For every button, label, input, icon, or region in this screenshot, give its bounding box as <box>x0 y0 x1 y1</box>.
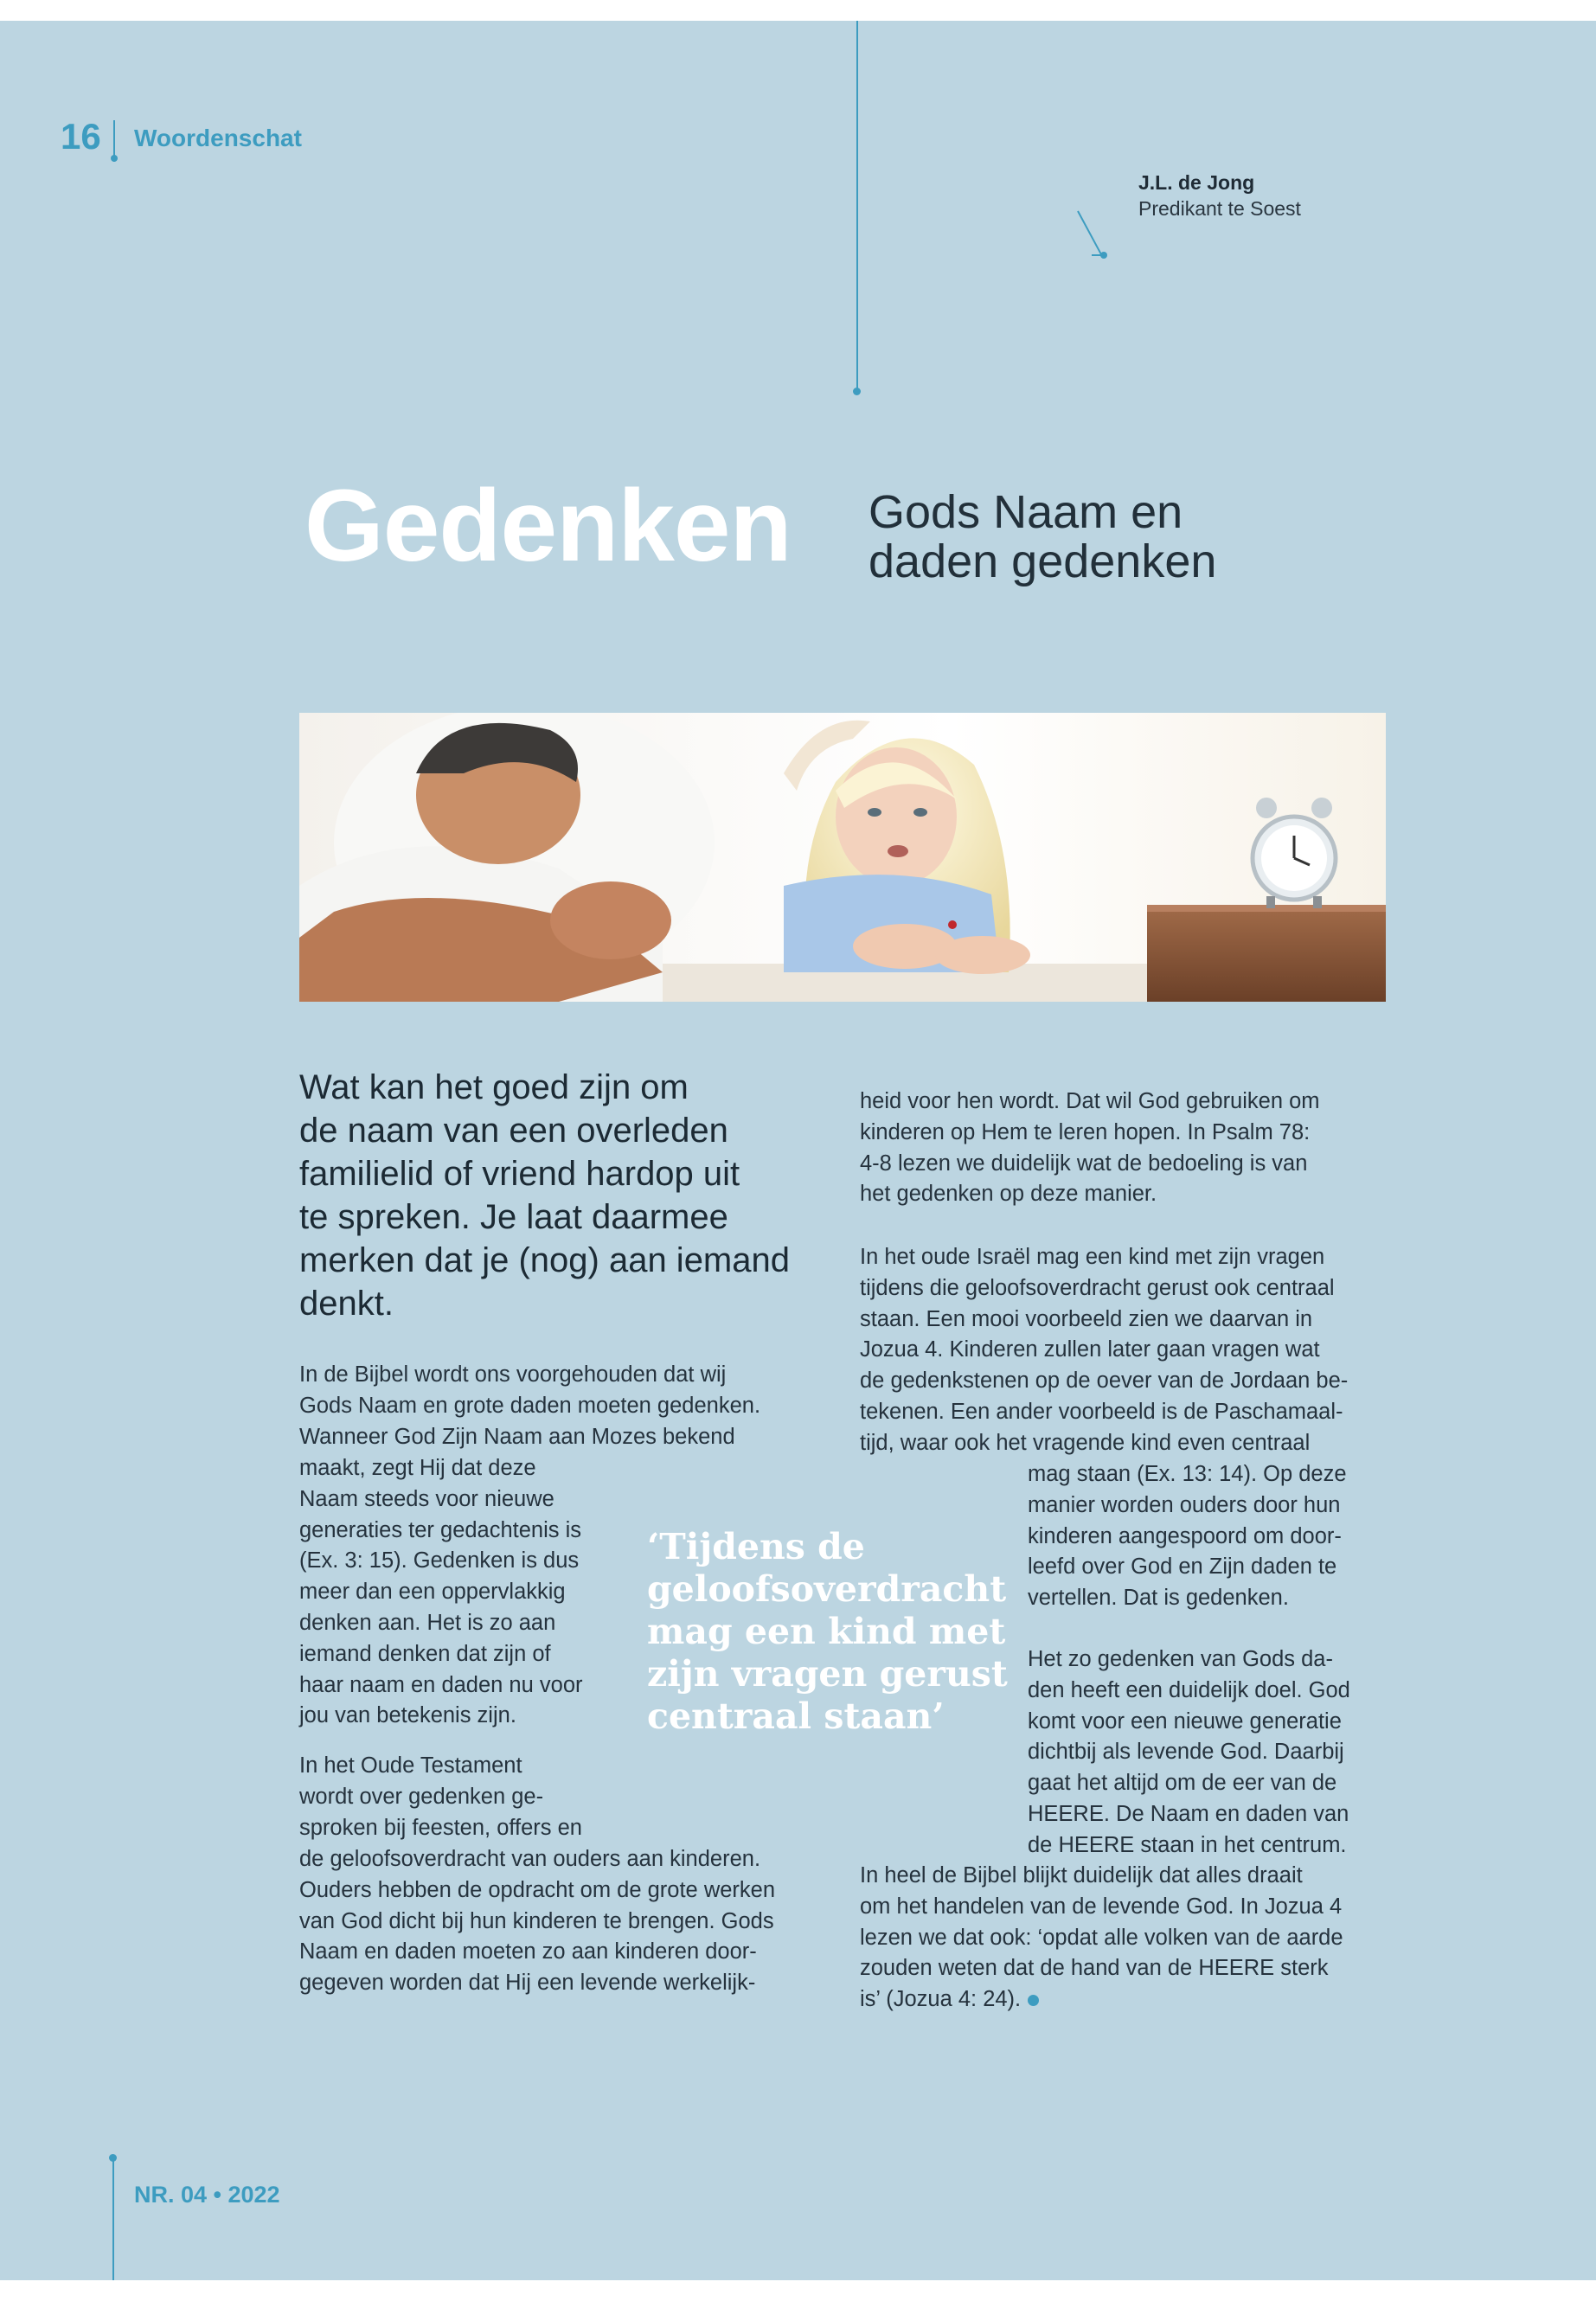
text-line: denken aan. Het is zo aan <box>299 1610 556 1635</box>
body-paragraph <box>860 1086 1413 1210</box>
text-line: generaties ter gedachtenis is <box>299 1517 582 1542</box>
text-line: tijd, waar ook het vragende kind even centraal <box>860 1430 1311 1455</box>
text-line: jou van betekenis zijn. <box>299 1703 516 1728</box>
text-line: kinderen op Hem te leren hopen. In Psalm 78: <box>860 1119 1311 1144</box>
text-line: lezen we dat ook: ‘opdat alle volken van de aarde <box>860 1925 1343 1950</box>
text-line: 4-8 lezen we duidelijk wat de bedoeling is van <box>860 1150 1308 1176</box>
photo-father-daughter-illustration <box>299 713 1386 1002</box>
body-paragraph <box>860 1242 1413 1459</box>
text-line: haar naam en daden nu voor <box>299 1672 583 1697</box>
text-line: Het zo gedenken van Gods da- <box>1028 1647 1333 1671</box>
body-paragraph <box>299 1453 628 1732</box>
text-line: is’ (Jozua 4: 24). <box>860 1987 1022 2012</box>
text-line: om het handelen van de levende God. In Jozua 4 <box>860 1894 1343 1919</box>
text-line: zouden weten dat de hand van de HEERE sterk <box>860 1956 1329 1981</box>
text-line: gegeven worden dat Hij een levende werkelijk- <box>299 1971 756 1996</box>
text-line: heid voor hen wordt. Dat wil God gebruiken om <box>860 1089 1320 1113</box>
quote-line: centraal staan’ <box>647 1695 945 1737</box>
text-line: het gedenken op deze manier. <box>860 1182 1157 1207</box>
text-line: merken dat je (nog) aan iemand <box>299 1241 790 1279</box>
section-name: Woordenschat <box>134 125 302 151</box>
text-line: komt voor een nieuwe generatie <box>1028 1708 1342 1734</box>
quote-line: ‘Tijdens de <box>647 1526 865 1567</box>
text-line: HEERE. De Naam en daden van <box>1028 1801 1349 1826</box>
text-line: de HEERE staan in het centrum. <box>1028 1832 1347 1857</box>
body-paragraph <box>299 1360 853 1452</box>
text-line-last <box>860 1984 1413 2016</box>
quote-line: zijn vragen gerust <box>647 1653 1008 1695</box>
text-line: iemand denken dat zijn of <box>299 1641 551 1666</box>
text-line: In heel de Bijbel blijkt duidelijk dat alles draait <box>860 1863 1303 1888</box>
text-line: denkt. <box>299 1285 394 1323</box>
issue-label: NR. 04 • 2022 <box>134 2182 280 2208</box>
text-line: wordt over gedenken ge- <box>299 1784 544 1809</box>
text-line: sproken bij feesten, offers en <box>299 1815 582 1840</box>
intro-paragraph <box>299 1066 836 1325</box>
author-role: Predikant te Soest <box>1138 197 1301 220</box>
text-line: maakt, zegt Hij dat deze <box>299 1456 536 1480</box>
text-line: dichtbij als levende God. Daarbij <box>1028 1740 1344 1765</box>
text-line: de naam van een overleden <box>299 1112 728 1150</box>
text-line: tekenen. Een ander voorbeeld is de Paschamaal- <box>860 1399 1343 1424</box>
text-line: de geloofsoverdracht van ouders aan kinderen. <box>299 1847 761 1871</box>
body-paragraph <box>299 1751 628 1843</box>
text-line: In het Oude Testament <box>299 1753 522 1778</box>
body-paragraph <box>1028 1459 1408 1614</box>
decorative-line-dot <box>853 388 861 395</box>
hero-photo <box>299 713 1386 1002</box>
quote-line: mag een kind met <box>647 1611 1006 1652</box>
pull-quote <box>647 1526 1010 1738</box>
text-line: mag staan (Ex. 13: 14). Op deze <box>1028 1462 1347 1486</box>
text-line: den heeft een duidelijk doel. God <box>1028 1677 1350 1702</box>
subtitle-line: daden gedenken <box>869 535 1217 587</box>
text-line: Naam en daden moeten zo aan kinderen door- <box>299 1939 757 1965</box>
body-paragraph <box>1028 1644 1408 1862</box>
text-line: de gedenkstenen op de oever van de Jordaan be- <box>860 1368 1349 1394</box>
page-number: 16 <box>61 116 101 157</box>
end-of-article-dot-icon <box>1028 1995 1039 2006</box>
subtitle-line: Gods Naam en <box>869 486 1183 538</box>
text-line: Naam steeds voor nieuwe <box>299 1486 554 1511</box>
text-line: Jozua 4. Kinderen zullen later gaan vragen wat <box>860 1337 1320 1362</box>
footer-line <box>112 2157 114 2280</box>
text-line: In de Bijbel wordt ons voorgehouden dat wij <box>299 1362 727 1387</box>
text-line: manier worden ouders door hun <box>1028 1492 1341 1517</box>
text-line: In het oude Israël mag een kind met zijn vragen <box>860 1245 1325 1269</box>
text-line: kinderen aangespoord om door- <box>1028 1523 1342 1548</box>
text-line: Ouders hebben de opdracht om de grote werken <box>299 1877 776 1902</box>
text-line: leefd over God en Zijn daden te <box>1028 1554 1337 1580</box>
body-paragraph <box>860 1861 1413 2016</box>
text-line: Wat kan het goed zijn om <box>299 1068 689 1106</box>
text-line: gaat het altijd om de eer van de <box>1028 1771 1337 1796</box>
text-line: tijdens die geloofsoverdracht gerust ook centraal <box>860 1275 1335 1300</box>
article-title: Gedenken <box>304 469 792 583</box>
article-subtitle <box>869 488 1301 586</box>
text-line: familielid of vriend hardop uit <box>299 1155 740 1193</box>
text-line: (Ex. 3: 15). Gedenken is dus <box>299 1548 580 1574</box>
author-pointer-icon <box>1073 190 1107 260</box>
body-paragraph <box>299 1844 853 1999</box>
text-line: van God dicht bij hun kinderen te brengen. Gods <box>299 1908 774 1933</box>
quote-line: geloofsoverdracht <box>647 1568 1007 1610</box>
text-line: te spreken. Je laat daarmee <box>299 1198 728 1236</box>
author-name: J.L. de Jong <box>1138 171 1255 194</box>
text-line: Wanneer God Zijn Naam aan Mozes bekend <box>299 1424 735 1449</box>
text-line: staan. Een mooi voorbeeld zien we daarvan in <box>860 1306 1313 1331</box>
decorative-vertical-line <box>856 21 858 393</box>
footer-line-dot <box>109 2154 117 2162</box>
text-line: Gods Naam en grote daden moeten gedenken. <box>299 1393 761 1418</box>
text-line: vertellen. Dat is gedenken. <box>1028 1586 1289 1611</box>
text-line: meer dan een oppervlakkig <box>299 1580 566 1605</box>
magazine-page <box>0 21 1596 2280</box>
header-divider-dot <box>111 155 118 162</box>
